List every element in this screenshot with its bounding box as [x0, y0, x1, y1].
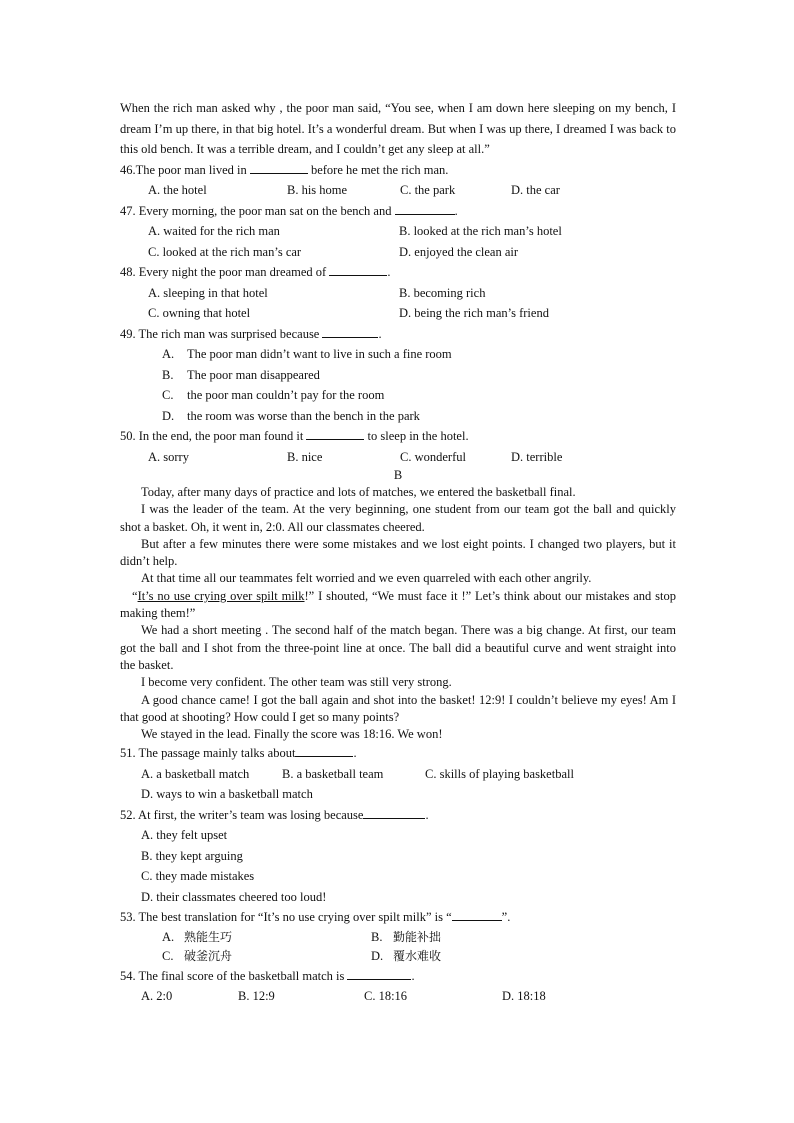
- question-53-text-end: ”.: [501, 910, 511, 925]
- option-a[interactable]: A. they felt upset: [141, 828, 228, 843]
- answer-blank[interactable]: [452, 908, 502, 921]
- option-letter: D.: [162, 408, 175, 423]
- option-c[interactable]: 破釜沉舟: [184, 948, 233, 963]
- option-a[interactable]: A. sleeping in that hotel: [148, 285, 268, 300]
- option-d-row: [120, 887, 676, 908]
- question-50: [120, 426, 676, 447]
- option-a[interactable]: [120, 344, 676, 365]
- passage-b-paragraph: At that time all our teammates felt worried and we even quarreled with each other angrily.: [141, 571, 592, 586]
- question-54-text: 54. The final score of the basketball match is: [120, 968, 345, 983]
- passage-b-paragraph: But after a few minutes there were some mistakes and we lost eight points. I changed two players, but it didn’t help.: [120, 536, 676, 569]
- passage-b-paragraph: Today, after many days of practice and lots of matches, we entered the basketball final.: [141, 485, 576, 499]
- option-b[interactable]: B. 12:9: [238, 989, 275, 1004]
- passage-b-heading: B: [393, 468, 403, 482]
- passage-b-paragraph: We stayed in the lead. Finally the score was 18:16. We won!: [141, 727, 443, 742]
- question-51-text: 51. The passage mainly talks about: [120, 746, 296, 761]
- question-54-text-end: .: [411, 968, 415, 983]
- option-d[interactable]: D. terrible: [511, 449, 563, 464]
- answer-blank[interactable]: [363, 806, 425, 819]
- question-52: [120, 805, 676, 826]
- option-d[interactable]: D. ways to win a basketball match: [141, 787, 313, 802]
- question-46-text-end: before he met the rich man.: [310, 162, 449, 177]
- passage-b-paragraph: [120, 588, 676, 623]
- passage-a-paragraph: When the rich man asked why , the poor man said, “You see, when I am down here sleeping on my bench, I dream I’m up there, in that big hotel. It’s a wonderful dream. But when I was up there, I dreamed I was back to this old bench. It was a terrible dream, and I couldn’t get any sleep at all.”: [120, 101, 676, 156]
- question-53-options-row1: [120, 928, 676, 946]
- question-49: [120, 324, 676, 345]
- question-51: [120, 743, 676, 764]
- question-53: [120, 907, 676, 928]
- passage-b-paragraph: A good chance came! I got the ball again and shot into the basket! 12:9! I couldn’t believe my eyes! Am I that good at shooting? How could I get so many points?: [120, 692, 676, 724]
- passage-b-paragraph: We had a short meeting . The second half of the match began. There was a big change. At first, our team got the ball and I shot from the three-point line at once. The ball did a beautiful curve and went straight into the basket.: [120, 623, 676, 672]
- option-c[interactable]: C. wonderful: [400, 449, 466, 464]
- option-b[interactable]: B. becoming rich: [399, 285, 486, 300]
- option-b[interactable]: B. looked at the rich man’s hotel: [399, 224, 562, 238]
- option-d[interactable]: D. 18:18: [502, 989, 546, 1004]
- option-a[interactable]: A. the hotel: [148, 183, 207, 197]
- question-46-options: [120, 180, 676, 201]
- question-47-options-row1: [120, 221, 676, 242]
- question-50-options: [120, 447, 676, 468]
- question-48: [120, 262, 676, 283]
- answer-blank[interactable]: [347, 967, 411, 980]
- passage-b-paragraph: I was the leader of the team. At the very beginning, one student from our team got the ball and quickly shot a basket. Oh, it went in, 2:0. All our classmates cheered.: [120, 502, 676, 534]
- question-47-text: 47. Every morning, the poor man sat on the bench and: [120, 203, 392, 218]
- option-b[interactable]: B. his home: [287, 183, 348, 197]
- question-50-text: 50. In the end, the poor man found it: [120, 429, 304, 443]
- question-48-text: 48. Every night the poor man dreamed of: [120, 265, 327, 279]
- option-d[interactable]: [120, 406, 676, 427]
- option-text: The poor man didn’t want to live in such a fine room: [187, 347, 452, 361]
- option-c[interactable]: [120, 385, 676, 406]
- question-54-options: [120, 986, 676, 1007]
- option-c[interactable]: C. the park: [400, 183, 456, 197]
- option-b[interactable]: [120, 365, 676, 386]
- question-54: [120, 966, 676, 987]
- answer-blank[interactable]: [395, 202, 455, 215]
- option-letter: A.: [162, 347, 175, 361]
- option-a[interactable]: 熟能生巧: [184, 929, 233, 944]
- question-47: [120, 201, 676, 222]
- question-48-options-row1: [120, 283, 676, 304]
- underlined-idiom: It’s no use crying over spilt milk: [137, 588, 305, 603]
- question-53-text: 53. The best translation for “It’s no use crying over spilt milk” is “: [120, 910, 452, 925]
- option-b-row: [120, 846, 676, 867]
- question-51-text-end: .: [353, 746, 357, 761]
- passage-b-paragraph: I become very confident. The other team was still very strong.: [141, 675, 452, 690]
- option-letter: B.: [162, 367, 174, 382]
- option-a[interactable]: A. 2:0: [141, 989, 173, 1004]
- quote-rest: !” I shouted, “We must face it !” Let’s think about our mistakes and stop making them!”: [120, 588, 676, 621]
- option-c[interactable]: C. 18:16: [364, 989, 408, 1004]
- question-48-text-end: .: [387, 265, 391, 279]
- option-d[interactable]: 覆水难收: [393, 948, 442, 963]
- question-46-text: 46.The poor man lived in: [120, 162, 247, 177]
- option-d-letter: D.: [371, 948, 384, 963]
- question-51-options-row2: [120, 784, 676, 805]
- quote-mark: “: [132, 588, 138, 603]
- option-text: the room was worse than the bench in the park: [187, 408, 420, 423]
- option-d[interactable]: D. being the rich man’s friend: [399, 306, 549, 320]
- option-a[interactable]: A. a basketball match: [141, 766, 250, 781]
- question-48-options-row2: [120, 303, 676, 324]
- option-text: The poor man disappeared: [187, 367, 320, 382]
- option-letter: C.: [162, 388, 174, 402]
- option-c[interactable]: C. owning that hotel: [148, 306, 251, 320]
- question-47-text-end: .: [454, 203, 458, 218]
- option-c[interactable]: C. they made mistakes: [141, 869, 255, 884]
- option-a-row: [120, 825, 676, 846]
- option-d[interactable]: D. the car: [511, 183, 560, 197]
- answer-blank[interactable]: [306, 427, 364, 440]
- question-50-text-end: to sleep in the hotel.: [367, 429, 469, 443]
- question-51-options: [120, 764, 676, 785]
- answer-blank[interactable]: [329, 263, 387, 276]
- option-a[interactable]: A. waited for the rich man: [148, 224, 280, 238]
- option-b-letter: B.: [371, 929, 383, 944]
- option-b[interactable]: B. nice: [287, 449, 323, 464]
- option-c[interactable]: C. looked at the rich man’s car: [148, 244, 302, 259]
- answer-blank[interactable]: [295, 744, 353, 757]
- exam-page: [120, 98, 676, 1007]
- option-a-letter: A.: [162, 929, 175, 944]
- option-a[interactable]: A. sorry: [148, 449, 189, 464]
- option-d[interactable]: D. enjoyed the clean air: [399, 244, 519, 259]
- option-d[interactable]: D. their classmates cheered too loud!: [141, 889, 327, 904]
- question-47-options-row2: [120, 242, 676, 263]
- question-52-text: 52. At first, the writer’s team was losing because: [120, 807, 364, 822]
- option-c-letter: C.: [162, 948, 174, 963]
- option-c-row: [120, 866, 676, 887]
- option-c[interactable]: C. skills of playing basketball: [425, 766, 574, 781]
- question-49-text-end: .: [378, 326, 382, 341]
- question-49-text: 49. The rich man was surprised because: [120, 326, 320, 341]
- option-b[interactable]: B. they kept arguing: [141, 848, 243, 863]
- question-53-options-row2: [120, 946, 676, 966]
- option-text: the poor man couldn’t pay for the room: [187, 388, 385, 402]
- answer-blank[interactable]: [250, 161, 308, 174]
- option-b[interactable]: B. a basketball team: [282, 766, 384, 781]
- question-46: [120, 160, 676, 181]
- option-b[interactable]: 勤能补拙: [393, 929, 442, 944]
- answer-blank[interactable]: [322, 325, 378, 338]
- question-52-text-end: .: [425, 807, 429, 822]
